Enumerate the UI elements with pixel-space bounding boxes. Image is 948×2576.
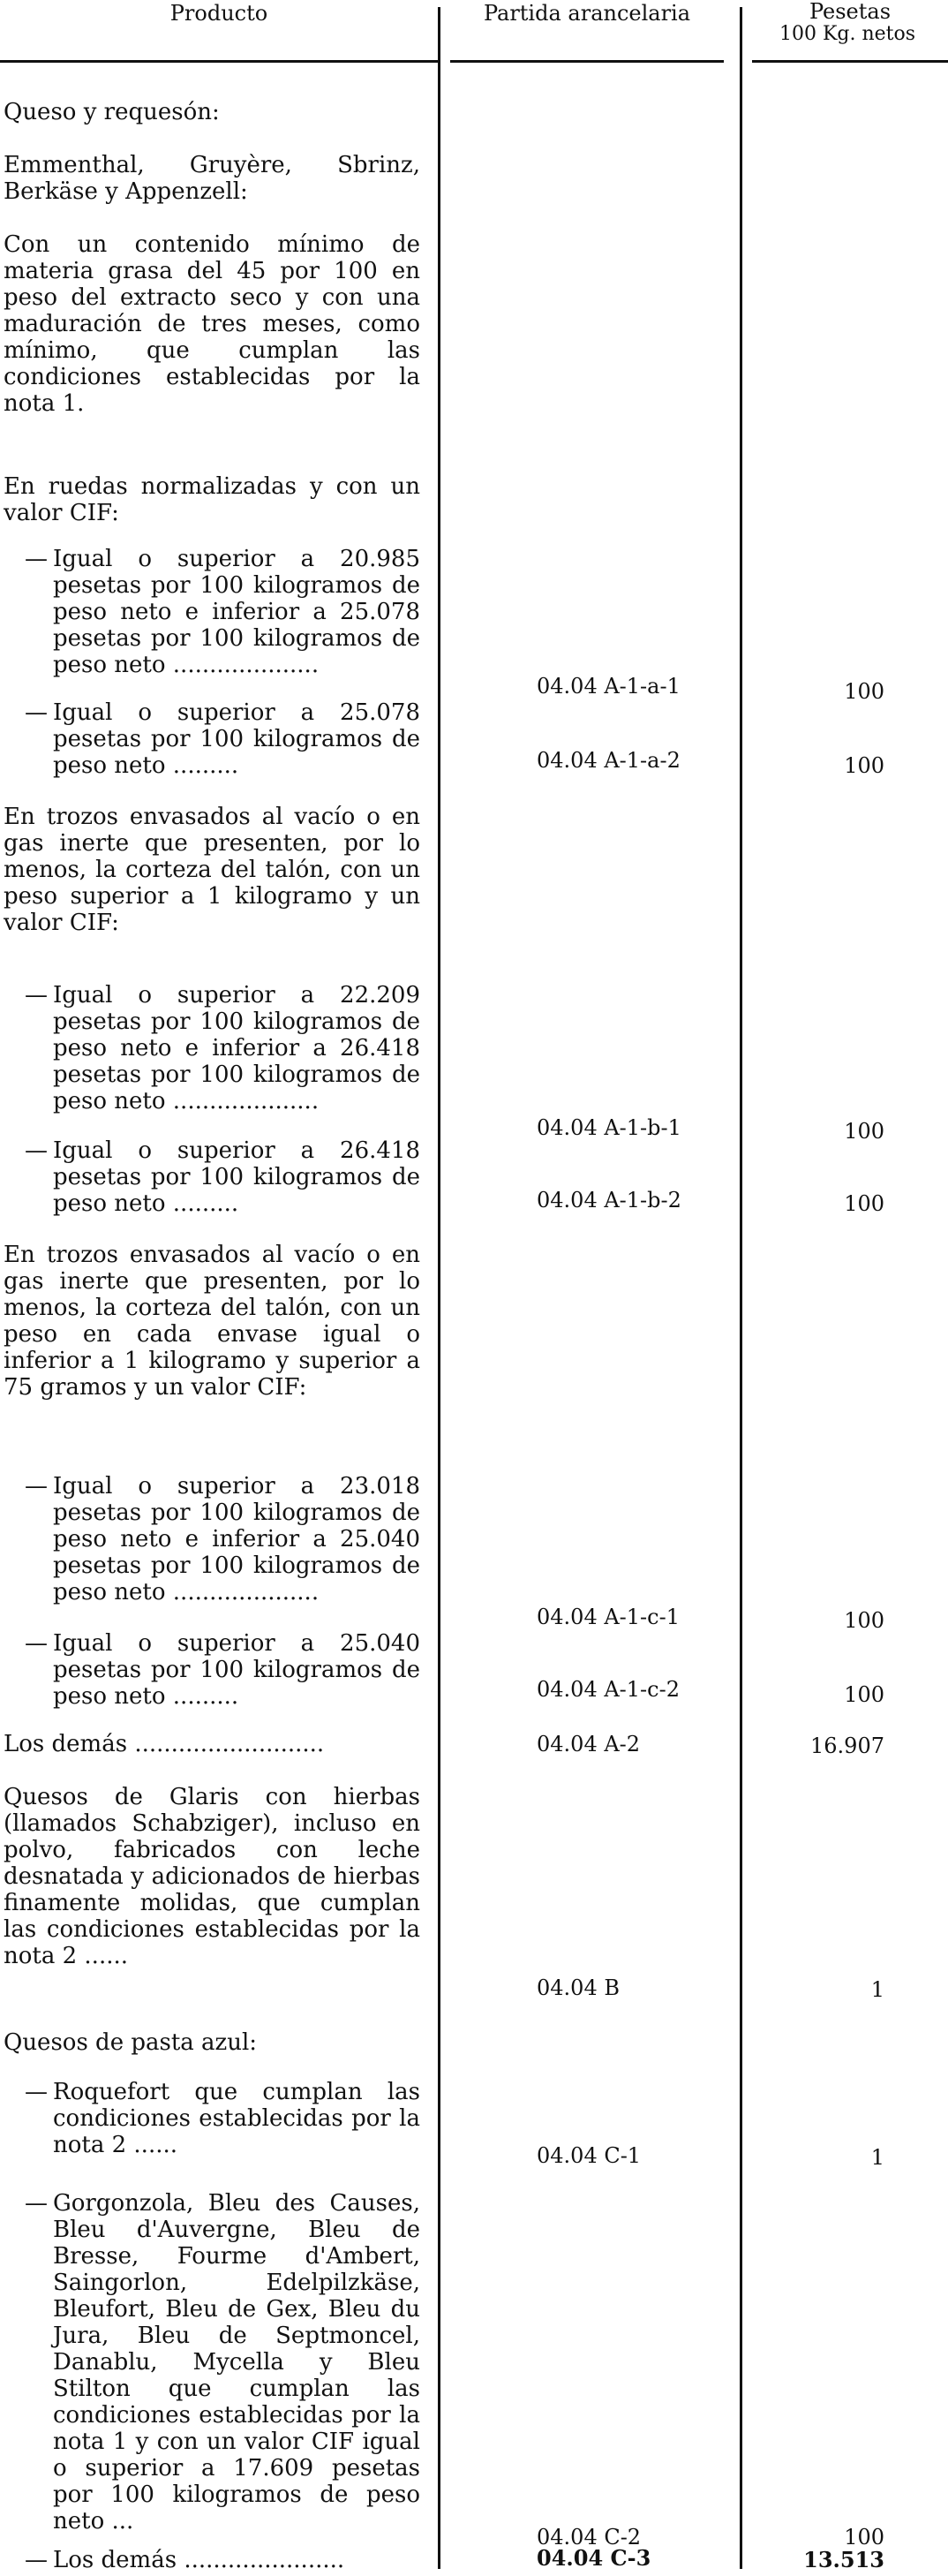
row-demas-text: Los demás .......................... bbox=[4, 1731, 325, 1757]
row-a1b1-text: Igual o superior a 22.209 pesetas por 100 kilogramos de peso neto e inferior a 26.418 pesetas por 100 kilogramos de peso neto .................... bbox=[53, 982, 420, 1114]
row-a1b2-text: Igual o superior a 26.418 pesetas por 100 kilogramos de peso neto ......... bbox=[53, 1137, 420, 1217]
row-azul: Quesos de pasta azul: bbox=[4, 2029, 258, 2056]
row-demas-code: 04.04 A-2 bbox=[537, 1732, 641, 1756]
row-a1a1-text: Igual o superior a 20.985 pesetas por 100 kilogramos de peso neto e inferior a 25.078 pesetas por 100 kilogramos de peso neto .................... bbox=[53, 546, 420, 678]
row-a1c1-code: 04.04 A-1-c-1 bbox=[537, 1605, 680, 1629]
column-divider-1 bbox=[438, 7, 440, 2569]
row-ruedas: En ruedas normalizadas y con un valor CIF: bbox=[4, 473, 420, 526]
row-c3-text: Los demás ...................... bbox=[53, 2547, 345, 2573]
row-a1c2-code: 04.04 A-1-c-2 bbox=[537, 1677, 680, 1702]
header-rule-partida bbox=[450, 60, 724, 63]
row-a1b2-value: 100 bbox=[844, 1191, 884, 1216]
row-a1a2-text: Igual o superior a 25.078 pesetas por 100 kilogramos de peso neto ......... bbox=[53, 699, 420, 779]
row-a1c2-text: Igual o superior a 25.040 pesetas por 100 kilogramos de peso neto ......... bbox=[53, 1630, 420, 1710]
row-a1c1-text: Igual o superior a 23.018 pesetas por 100 kilogramos de peso neto e inferior a 25.040 pesetas por 100 kilogramos de peso neto .................... bbox=[53, 1473, 420, 1605]
dash-a1a2: — bbox=[25, 699, 48, 726]
row-a1a2-code: 04.04 A-1-a-2 bbox=[537, 748, 681, 773]
dash-c1: — bbox=[25, 2079, 48, 2105]
row-a1c2-value: 100 bbox=[844, 1682, 884, 1707]
dash-a1c1: — bbox=[25, 1473, 48, 1500]
row-c2-code: 04.04 C-2 bbox=[537, 2525, 642, 2550]
header-partida: Partida arancelaria bbox=[483, 1, 691, 26]
row-c3-value: 13.513 bbox=[803, 2547, 884, 2572]
row-a1a1-value: 100 bbox=[844, 679, 884, 704]
dash-a1b1: — bbox=[25, 982, 48, 1008]
dash-c3: — bbox=[25, 2547, 48, 2573]
dash-a1b2: — bbox=[25, 1137, 48, 1164]
row-a1b1-code: 04.04 A-1-b-1 bbox=[537, 1115, 681, 1140]
row-a1c1-value: 100 bbox=[844, 1608, 884, 1633]
header-rule-pesetas bbox=[752, 60, 948, 63]
row-c1-text: Roquefort que cumplan las condiciones establecidas por la nota 2 ...... bbox=[53, 2079, 420, 2158]
row-trozos2: En trozos envasados al vacío o en gas inerte que presenten, por lo menos, la corteza del talón, con un peso en cada envase igual o inferior a 1 kilogramo y superior a 75 gramos y un valor CIF: bbox=[4, 1242, 420, 1401]
row-c3-code: 04.04 C-3 bbox=[537, 2545, 651, 2571]
dash-a1c2: — bbox=[25, 1630, 48, 1657]
header-pesetas-2: 100 Kg. netos bbox=[779, 23, 916, 45]
header-producto: Producto bbox=[169, 1, 268, 26]
row-glaris-code: 04.04 B bbox=[537, 1975, 620, 2000]
header-pesetas-1: Pesetas bbox=[809, 0, 892, 24]
row-a1a1-code: 04.04 A-1-a-1 bbox=[537, 674, 681, 699]
row-demas-value: 16.907 bbox=[810, 1734, 884, 1758]
header-rule-producto bbox=[0, 60, 438, 63]
row-trozos1: En trozos envasados al vacío o en gas inerte que presenten, por lo menos, la corteza del talón, con un peso superior a 1 kilogramo y un valor CIF: bbox=[4, 804, 420, 936]
dash-a1a1: — bbox=[25, 546, 48, 572]
row-glaris-text: Quesos de Glaris con hierbas (llamados Schabziger), incluso en polvo, fabricados con leche desnatada y adicionados de hierbas finamente molidas, que cumplan las condiciones establecidas por la nota 2 ...... bbox=[4, 1784, 420, 1969]
row-c2-value: 100 bbox=[844, 2525, 884, 2550]
row-a1b2-code: 04.04 A-1-b-2 bbox=[537, 1188, 681, 1212]
column-divider-2 bbox=[740, 7, 742, 2569]
row-a1b1-value: 100 bbox=[844, 1119, 884, 1144]
dash-c2: — bbox=[25, 2190, 48, 2217]
row-queso: Queso y requesón: bbox=[4, 99, 220, 125]
row-c1-value: 1 bbox=[870, 2145, 884, 2170]
row-emmenthal: Emmenthal, Gruyère, Sbrinz, Berkäse y Appenzell: bbox=[4, 152, 420, 205]
row-c2-text: Gorgonzola, Bleu des Causes, Bleu d'Auvergne, Bleu de Bresse, Fourme d'Ambert, Saingorlon, Edelpilzkäse, Bleufort, Bleu de Gex, Bleu du Jura, Bleu de Septmoncel, Danablu, Mycella y Bleu Stilton que cumplan las condiciones establecidas por la nota 1 y con un valor CIF igual o superior a 17.609 pesetas por 100 kilogramos de peso neto ... bbox=[53, 2190, 420, 2534]
row-glaris-value: 1 bbox=[870, 1977, 884, 2002]
row-c1-code: 04.04 C-1 bbox=[537, 2143, 642, 2168]
row-a1a2-value: 100 bbox=[844, 753, 884, 778]
row-contenido: Con un contenido mínimo de materia grasa del 45 por 100 en peso del extracto seco y con una maduración de tres meses, como mínimo, que cumplan las condiciones establecidas por la nota 1. bbox=[4, 231, 420, 417]
